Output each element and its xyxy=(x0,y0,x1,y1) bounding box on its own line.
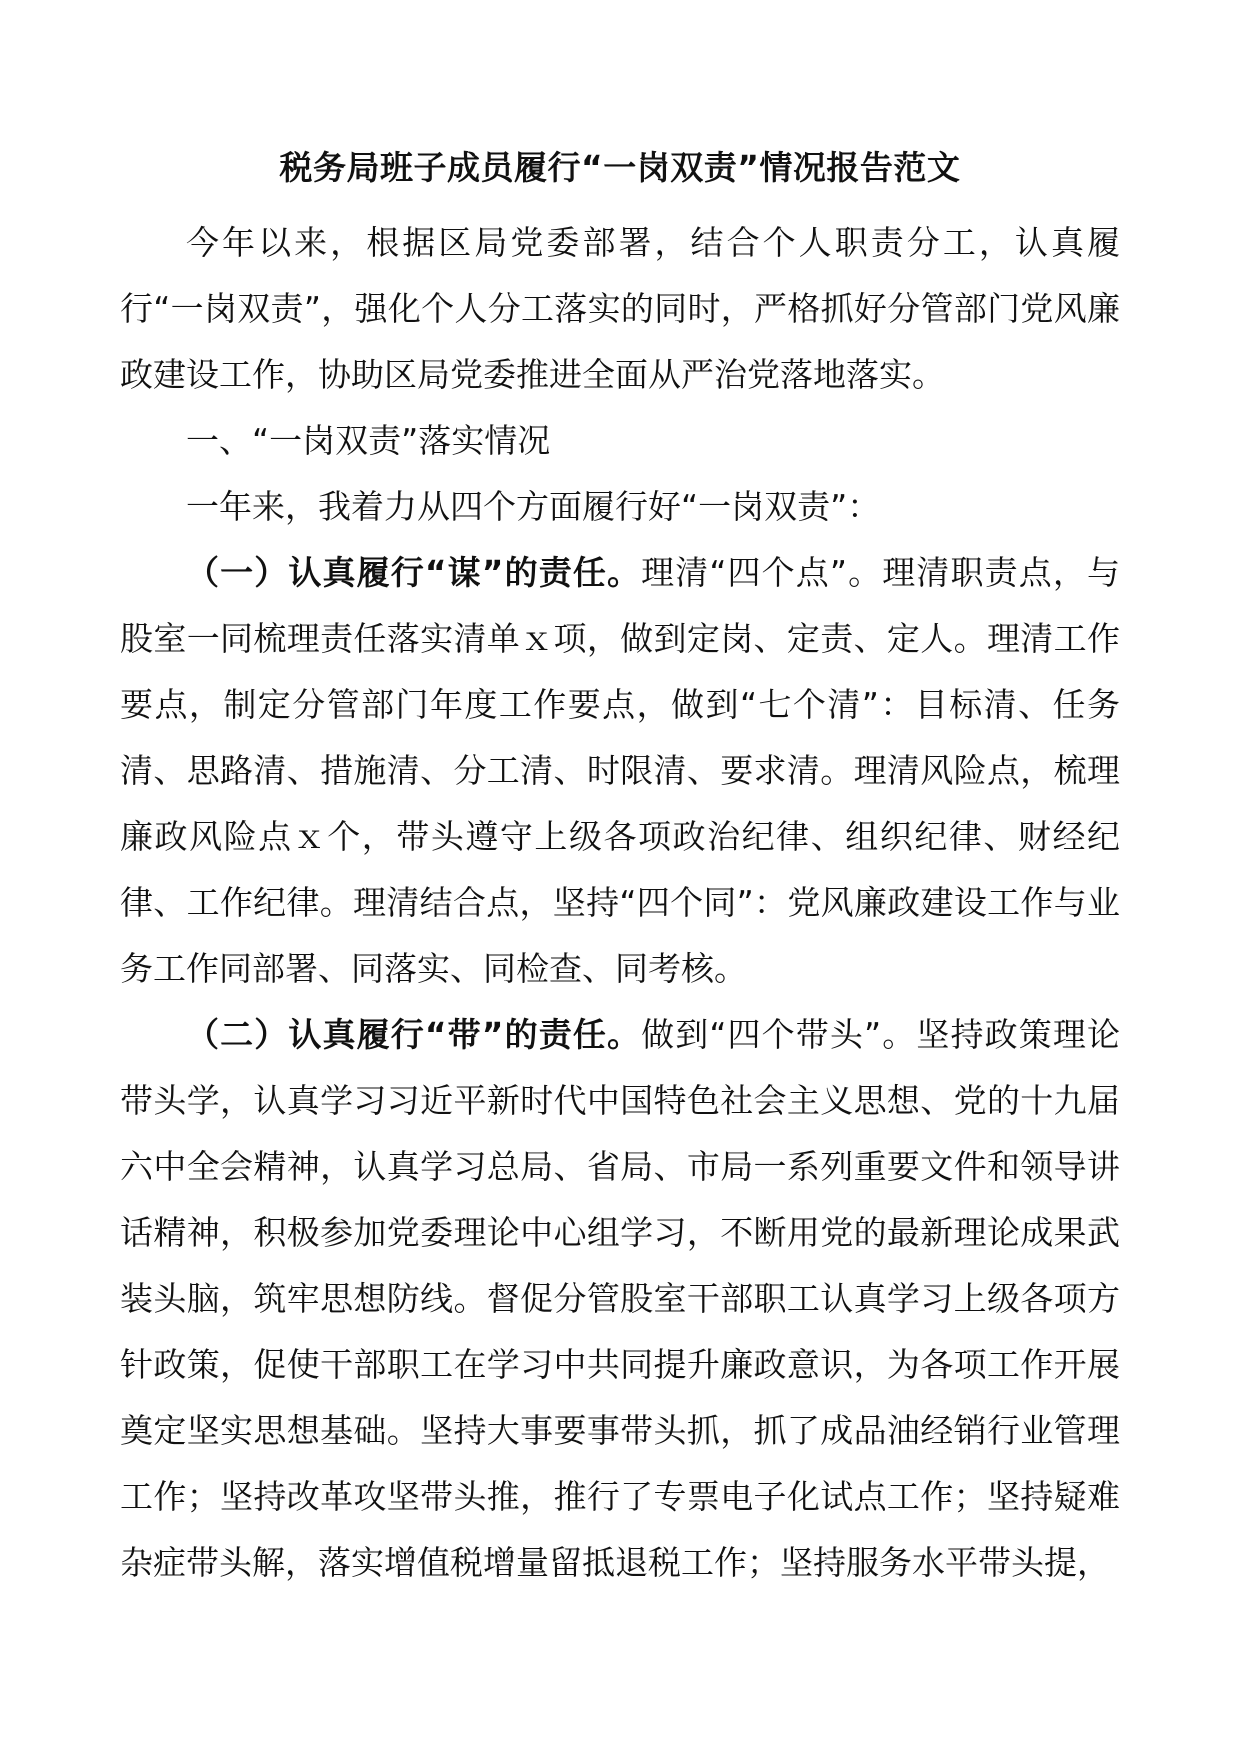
item-one-paragraph xyxy=(120,540,1120,1002)
item-one-body: 理清“四个点”。理清职责点，与股室一同梳理责任落实清单ｘ项，做到定岗、定责、定人。理清工作要点，制定分管部门年度工作要点，做到“七个清”：目标清、任务清、思路清、措施清、分工清、时限清、要求清。理清风险点，梳理廉政风险点ｘ个，带头遵守上级各项政治纪律、组织纪律、财经纪律、工作纪律。理清结合点，坚持“四个同”：党风廉政建设工作与业务工作同部署、同落实、同检查、同考核。 xyxy=(120,553,1120,988)
item-two-heading: （二）认真履行“带”的责任。 xyxy=(186,1015,642,1054)
item-one-heading: （一）认真履行“谋”的责任。 xyxy=(186,553,642,592)
intro-paragraph: 今年以来，根据区局党委部署，结合个人职责分工，认真履行“一岗双责”，强化个人分工落实的同时，严格抓好分管部门党风廉政建设工作，协助区局党委推进全面从严治党落地落实。 xyxy=(120,223,1120,394)
item-two-paragraph xyxy=(120,1002,1120,1596)
document-title: 税务局班子成员履行“一岗双责”情况报告范文 xyxy=(279,148,961,187)
section-heading: 一、“一岗双责”落实情况 xyxy=(186,421,551,460)
section-lead: 一年来，我着力从四个方面履行好“一岗双责”： xyxy=(186,487,881,526)
item-two-body: 做到“四个带头”。坚持政策理论带头学，认真学习习近平新时代中国特色社会主义思想、党的十九届六中全会精神，认真学习总局、省局、市局一系列重要文件和领导讲话精神，积极参加党委理论中心组学习，不断用党的最新理论成果武装头脑，筑牢思想防线。督促分管股室干部职工认真学习上级各项方针政策，促使干部职工在学习中共同提升廉政意识，为各项工作开展奠定坚实思想基础。坚持大事要事带头抓，抓了成品油经销行业管理工作；坚持改革攻坚带头推，推行了专票电子化试点工作；坚持疑难杂症带头解，落实增值税增量留抵退税工作；坚持服务水平带头提， xyxy=(120,1015,1120,1582)
